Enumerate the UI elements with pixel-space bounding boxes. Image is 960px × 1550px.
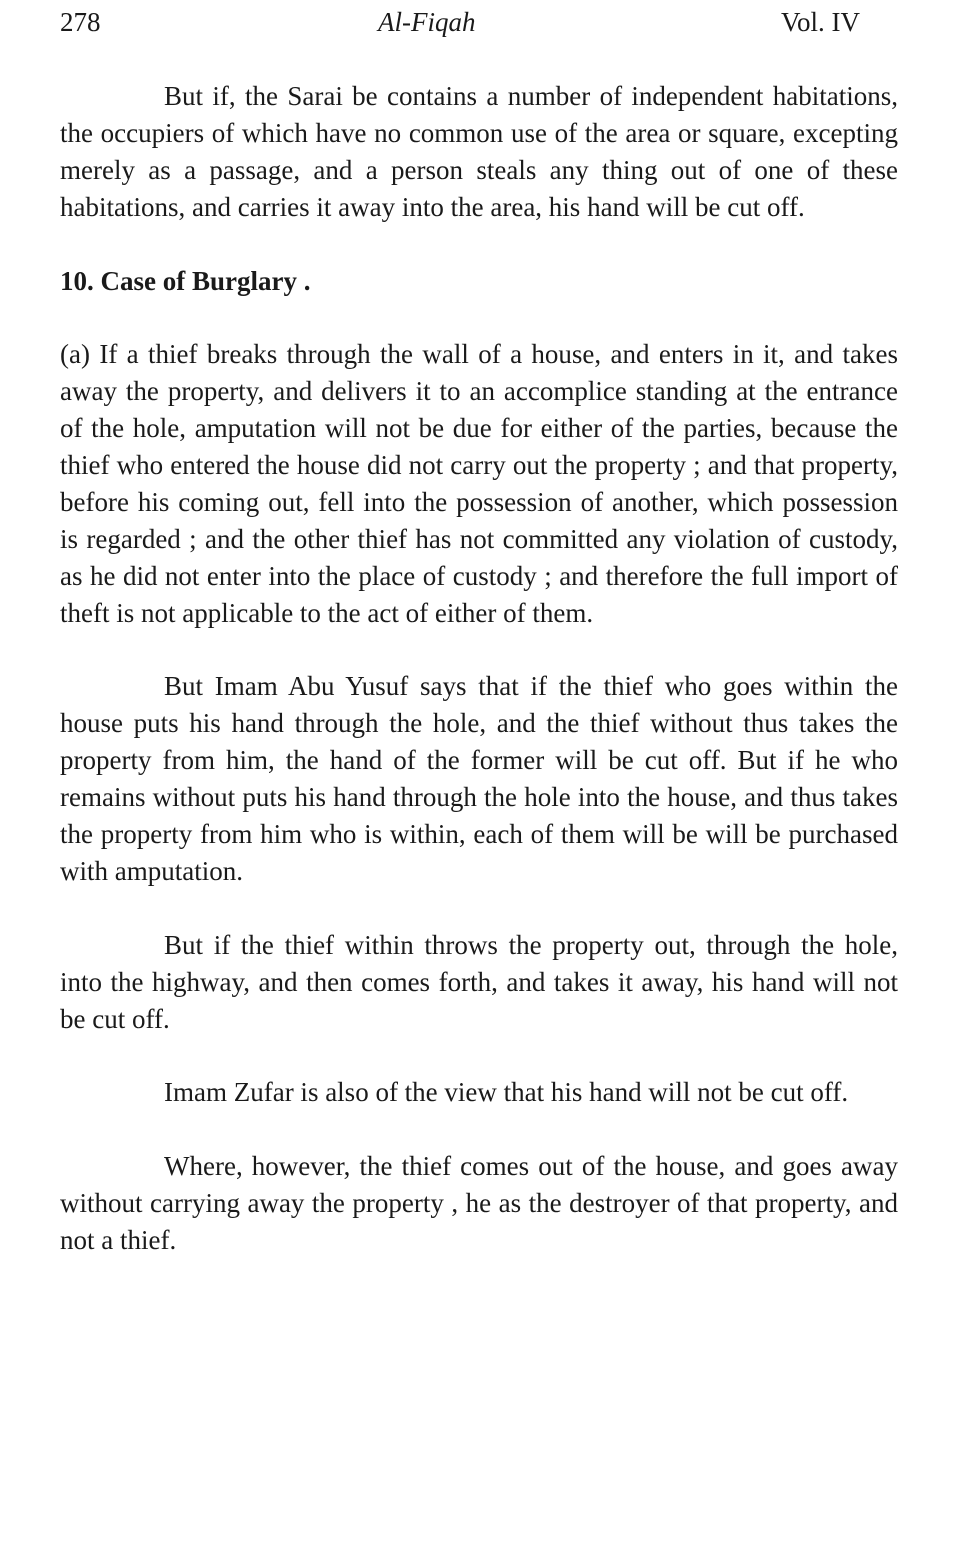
book-title: Al-Fiqah [378, 7, 476, 37]
paragraph-sarai: But if, the Sarai be contains a number of independent habitations, the occupiers of which have no common use of the area or square, excepting merely as a passage, and a person steals any thing out of one of these habitations, and carries it away into the area, his hand will be cut off. [60, 81, 898, 222]
section-heading-burglary: 10. Case of Burglary . [60, 265, 311, 296]
paragraph-imam-zufar: Imam Zufar is also of the view that his hand will not be cut off. [164, 1077, 849, 1108]
page-number: 278 [60, 7, 101, 37]
running-header [60, 4, 860, 44]
volume-label: Vol. IV [780, 7, 860, 37]
paragraph-throws-property: But if the thief within throws the property out, through the hole, into the highway, and then comes forth, and takes it away, his hand will not be cut off. [60, 929, 898, 1034]
paragraph-abu-yusuf: But Imam Abu Yusuf says that if the thief who goes within the house puts his hand through the hole, and the thief without thus takes the property from him, the hand of the former will be cut off. But if he who remains without puts his hand through the hole into the house, and thus takes the property from him who is within, each of them will be will be purchased with amputation. [60, 671, 898, 886]
page-body [60, 78, 898, 1259]
paragraph-destroyer: Where, however, the thief comes out of the house, and goes away without carrying away the property , he as the destroyer of that property, and not a thief. [60, 1151, 898, 1255]
paragraph-burglary-a: (a) If a thief breaks through the wall of a house, and enters in it, and takes away the property, and delivers it to an accomplice standing at the entrance of the hole, amputation will not be due for either of the parties, because the thief who entered the house did not carry out the property ; and that property, before his coming out, fell into the possession of another, which possession is regarded ; and the other thief has not committed any violation of custody, as he did not enter into the place of custody ; and therefore the full import of theft is not applicable to the act of either of them. [60, 339, 898, 628]
